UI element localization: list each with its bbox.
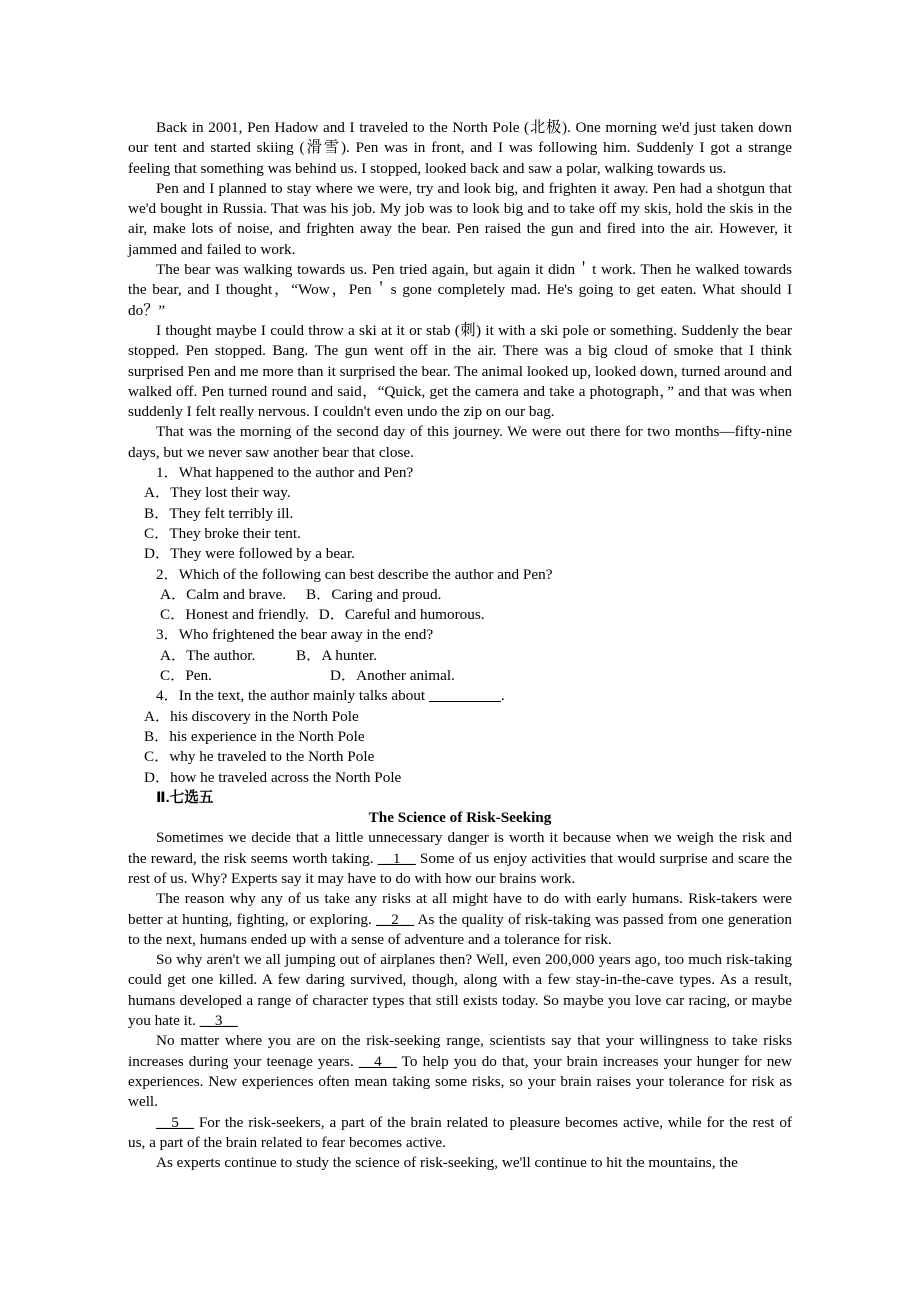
option-label: A． (160, 646, 187, 664)
option-text: Pen. (185, 667, 212, 685)
option-text: The author. (186, 646, 256, 664)
option-row[interactable] (128, 666, 792, 686)
option-label: B． (144, 727, 170, 745)
option-label: D． (144, 768, 171, 786)
option-label: C． (160, 667, 186, 685)
question-text: What happened to the author and Pen? (178, 464, 414, 482)
option-text: his experience in the North Pole (169, 727, 365, 745)
option-text: Another animal. (356, 667, 455, 685)
option-cell[interactable] (144, 585, 296, 605)
option-text: They felt terribly ill. (169, 504, 294, 522)
option-text: his discovery in the North Pole (170, 707, 359, 725)
option-label: D． (318, 606, 345, 624)
option-text: Caring and proud. (331, 585, 442, 603)
cloze-text: Sometimes we decide that a little unnecessary danger is worth it because when we weigh the risk and the reward, the risk seems worth taking. (128, 829, 792, 867)
cloze-paragraph (128, 828, 792, 889)
document-page (128, 118, 792, 1173)
cloze-text: So why aren't we all jumping out of airplanes then? Well, even 200,000 years ago, too much risk-taking could get one killed. A few daring survived, though, along with a few stay-in-the-cave types. As a result, humans developed a range of character types that still exists today. So maybe you love car racing, or maybe you hate it. (128, 951, 792, 1030)
option-cell[interactable] (296, 647, 377, 664)
question-stem (128, 463, 792, 483)
question-block-4 (128, 686, 792, 787)
cloze-blank-3[interactable]: __3__ (199, 1012, 238, 1030)
section-two (128, 788, 792, 1174)
option-text: Calm and brave. (186, 585, 287, 603)
question-stem (128, 625, 792, 645)
option-row[interactable] (128, 727, 792, 747)
option-row[interactable] (128, 524, 792, 544)
option-row[interactable] (128, 768, 792, 788)
option-text: why he traveled to the North Pole (169, 748, 375, 766)
cloze-text: For the risk-seekers, a part of the brain related to pleasure becomes active, while for the rest of us, a part of the brain related to fear becomes active. (128, 1113, 792, 1151)
option-text: how he traveled across the North Pole (170, 768, 402, 786)
option-text: A hunter. (321, 646, 378, 664)
cloze-paragraph: As experts continue to study the science of risk-seeking, we'll continue to hit the mountains, the (156, 1154, 738, 1172)
cloze-text: The reason why any of us take any risks at all might have to do with early humans. Risk-takers were better at hunting, fighting, or exploring. (128, 890, 792, 928)
option-label: D． (144, 545, 171, 563)
cloze-text: To help you do that, your brain increases your hunger for new experiences. New experiences often mean taking some risks, so your brain raises your tolerance for risk as well. (128, 1052, 793, 1111)
option-row[interactable] (128, 544, 792, 564)
option-label: C． (160, 606, 186, 624)
passage-paragraph: I thought maybe I could throw a ski at it or stab (刺) it with a ski pole or something. Suddenly the bear stopped. Pen stopped. Bang. The gun went off in the air. There was a big cloud of smoke that I think surprised Pen and me more than it surprised the bear. The animal looked up, looked down, turned around and walked off. Pen turned round and said，“Quick, get the camera and take a photograph，” and that was when suddenly I felt really nervous. I couldn't even undo the zip on our bag. (128, 321, 792, 421)
cloze-blank-5[interactable]: __5__ (156, 1113, 194, 1131)
answer-blank[interactable] (429, 701, 501, 702)
cloze-paragraph (128, 1031, 792, 1112)
option-label: A． (160, 585, 187, 603)
cloze-text: As the quality of risk-taking was passed from one generation to the next, humans ended up with a sense of adventure and a tolerance for risk. (128, 910, 792, 948)
option-row[interactable] (128, 747, 792, 767)
option-label: A． (144, 707, 171, 725)
passage-paragraph: Pen and I planned to stay where we were, try and look big, and frighten it away. Pen had a shotgun that we'd bought in Russia. That was his job. My job was to look big and to take off my skis, hold the skis in the air, make lots of noise, and frighten away the bear. Pen raised the gun and fired into the air. However, it jammed and failed to work. (128, 179, 792, 258)
option-text: They broke their tent. (169, 524, 301, 542)
option-cell[interactable] (144, 666, 330, 686)
question-text-tail: . (500, 687, 505, 705)
question-stem (128, 686, 792, 706)
cloze-text: Some of us enjoy activities that would surprise and scare the rest of us. Why? Experts say it may have to do with how our brains work. (128, 849, 792, 887)
section-heading: Ⅱ.七选五 (156, 789, 214, 806)
cloze-paragraph (128, 1113, 792, 1154)
passage-paragraph: That was the morning of the second day of this journey. We were out there for two months—fifty-nine days, but we never saw another bear that close. (128, 423, 792, 461)
option-cell[interactable] (306, 586, 441, 603)
question-block-3 (128, 625, 792, 686)
article-title: The Science of Risk-Seeking (368, 809, 552, 827)
option-text: They were followed by a bear. (170, 545, 355, 563)
option-cell[interactable] (330, 667, 455, 684)
question-text: Who frightened the bear away in the end? (178, 626, 434, 644)
option-label: A． (144, 484, 171, 502)
cloze-blank-2[interactable]: __2__ (376, 910, 415, 928)
option-text: Honest and friendly. (185, 606, 309, 624)
option-row[interactable] (128, 585, 792, 605)
cloze-blank-4[interactable]: __4__ (358, 1052, 397, 1070)
question-number: 3． (156, 626, 179, 644)
option-cell[interactable] (144, 646, 296, 666)
question-number: 4． (156, 687, 179, 705)
option-text: Careful and humorous. (344, 606, 485, 624)
cloze-paragraph (128, 950, 792, 1031)
question-text: In the text, the author mainly talks about (178, 687, 429, 705)
option-label: C． (144, 524, 170, 542)
question-block-1 (128, 463, 792, 564)
option-row[interactable] (128, 707, 792, 727)
option-row[interactable] (128, 605, 792, 625)
cloze-blank-1[interactable]: __1__ (377, 849, 416, 867)
cloze-text: No matter where you are on the risk-seeking range, scientists say that your willingness to take risks increases during your teenage years. (128, 1032, 792, 1070)
option-label: B． (296, 646, 322, 664)
passage-paragraph: The bear was walking towards us. Pen tried again, but again it didn＇t work. Then he walked towards the bear, and I thought，“Wow，Pen＇s gone completely mad. He's going to get eaten. What should I do？” (128, 261, 792, 319)
option-text: They lost their way. (170, 484, 291, 502)
option-label: C． (144, 748, 170, 766)
option-cell[interactable] (144, 605, 309, 625)
option-label: B． (144, 504, 170, 522)
option-row[interactable] (128, 483, 792, 503)
question-text: Which of the following can best describe the author and Pen? (178, 565, 553, 583)
reading-passage (128, 118, 792, 463)
question-block-2 (128, 565, 792, 626)
passage-paragraph: Back in 2001, Pen Hadow and I traveled to the North Pole (北极). One morning we'd just taken down our tent and started skiing (滑雪). Pen was in front, and I was following him. Suddenly I got a strange feeling that something was behind us. I stopped, looked back and saw a polar, walking towards us. (128, 119, 792, 177)
option-cell[interactable] (319, 606, 485, 623)
cloze-paragraph (128, 889, 792, 950)
option-row[interactable] (128, 504, 792, 524)
question-number: 1． (156, 464, 179, 482)
option-row[interactable] (128, 646, 792, 666)
question-number: 2． (156, 565, 179, 583)
question-stem (128, 565, 792, 585)
option-label: D． (330, 667, 357, 685)
option-label: B． (306, 585, 332, 603)
